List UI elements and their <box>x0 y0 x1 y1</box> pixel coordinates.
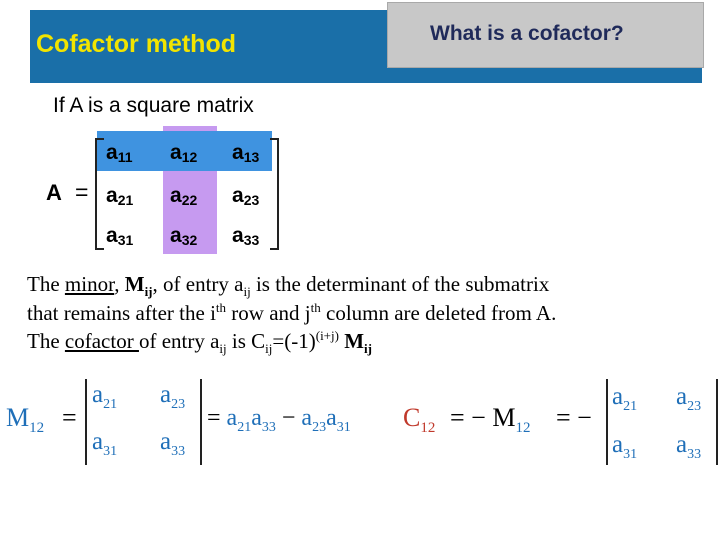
minor-definition-cont: that remains after the $i^{th}$ row and $j^{th}$ column are deleted from A. <box>27 300 557 325</box>
matrix-cell-a12: $a_{12}$ <box>170 141 198 165</box>
det-entry-a33: $a_{33}$ <box>160 428 186 459</box>
det-entry-a21: $a_{21}$ <box>92 381 118 412</box>
matrix-cell-a32: $a_{32}$ <box>170 224 198 248</box>
det2-entry-a21: $a_{21}$ <box>612 383 638 414</box>
question-text: What is a cofactor? <box>430 22 624 45</box>
matrix-cell-a21: $a_{21}$ <box>106 184 134 208</box>
formula-neg: = − <box>556 403 592 432</box>
matrix-cell-a33: $a_{33}$ <box>232 224 260 248</box>
minor-definition: The minor, $M_{ij}$, of entry $a_{ij}$ is the determinant of the submatrix <box>27 272 550 300</box>
cofactor-formula <box>0 373 720 473</box>
det2-entry-a23: $a_{23}$ <box>676 383 702 414</box>
right-bracket <box>270 138 279 250</box>
matrix-equals: = <box>75 179 89 205</box>
det2-entry-a31: $a_{31}$ <box>612 431 638 462</box>
det-bar <box>200 379 202 465</box>
formula-C12: $C_{12}$ <box>403 403 436 437</box>
det-expansion: = $a_{21}a_{33} - a_{23}a_{31}$ <box>207 405 351 435</box>
det2-entry-a33: $a_{33}$ <box>676 431 702 462</box>
left-bracket <box>95 138 104 250</box>
det-bar <box>606 379 608 465</box>
det-entry-a23: $a_{23}$ <box>160 381 186 412</box>
det-bar <box>85 379 87 465</box>
formula-equals: = <box>62 403 77 432</box>
subtitle: If A is a square matrix <box>53 94 254 117</box>
cofactor-definition: The cofactor of entry $a_{ij}$ is $C_{ij}=(-1)^{(i+j)}$ $M_{ij}$ <box>27 328 372 357</box>
matrix-cell-a11: $a_{11}$ <box>106 141 133 165</box>
slide-title: Cofactor method <box>36 30 236 58</box>
matrix-cell-a22: $a_{22}$ <box>170 184 198 208</box>
formula-M12: $M_{12}$ <box>6 403 45 437</box>
det-bar <box>716 379 718 465</box>
matrix-cell-a13: $a_{13}$ <box>232 141 260 165</box>
matrix-cell-a31: $a_{31}$ <box>106 224 134 248</box>
matrix-cell-a23: $a_{23}$ <box>232 184 260 208</box>
formula-neg-M12: = − $M_{12}$ <box>450 403 531 437</box>
det-entry-a31: $a_{31}$ <box>92 428 118 459</box>
matrix-label: A <box>46 180 62 205</box>
